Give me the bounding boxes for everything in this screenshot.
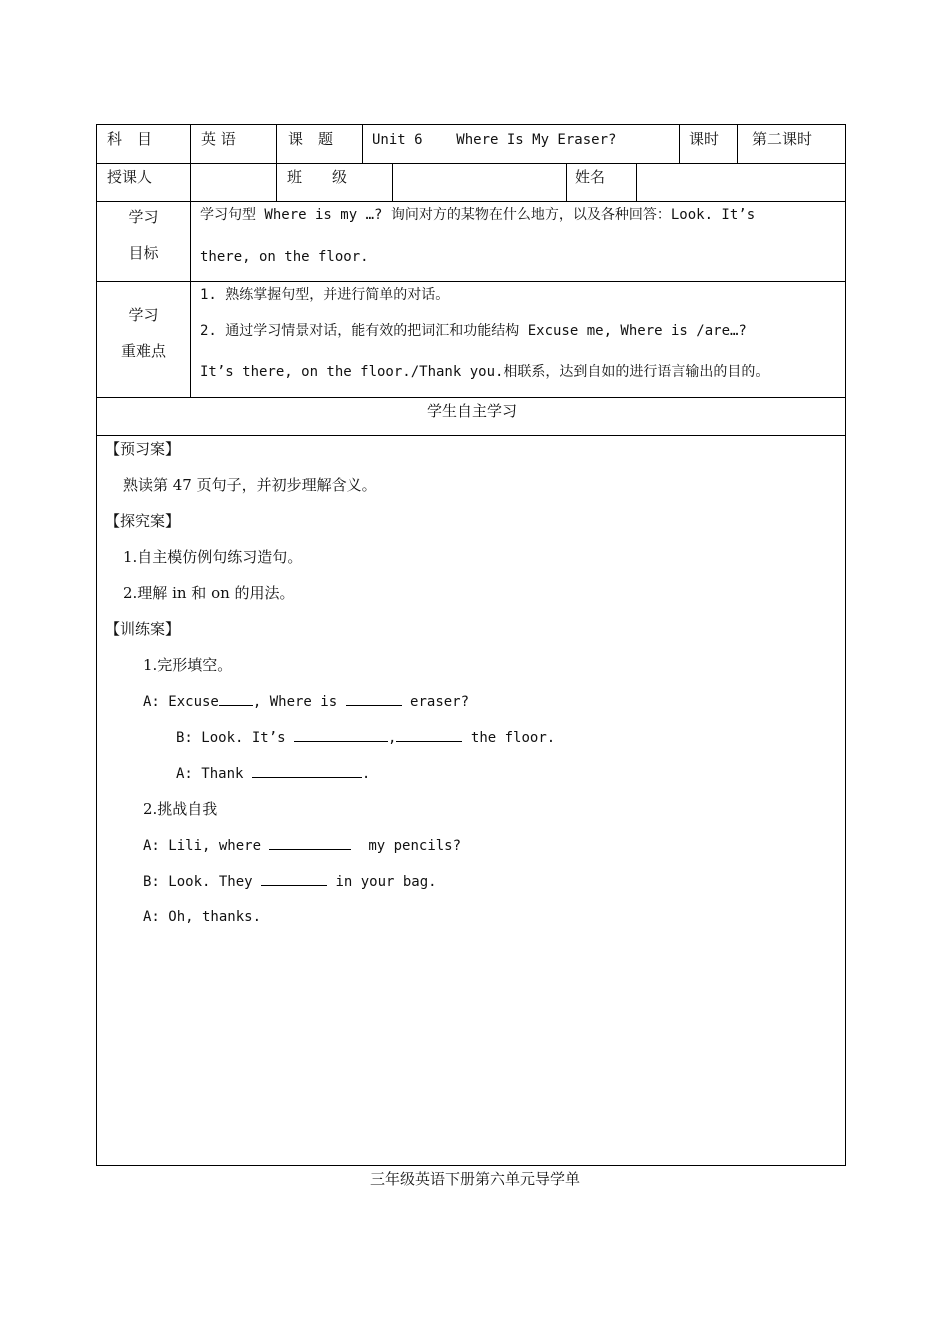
col-divider <box>566 163 567 201</box>
text: A: Excuse <box>143 694 219 710</box>
keypoints-label-2: 重难点 <box>120 342 166 360</box>
worksheet-table <box>96 124 846 1166</box>
answer-blank[interactable] <box>219 691 253 706</box>
class-label: 班 级 <box>287 168 348 186</box>
answer-blank[interactable] <box>396 727 462 742</box>
explore-item-2: 2.理解 in 和 on 的用法。 <box>123 584 295 602</box>
answer-blank[interactable] <box>261 871 327 886</box>
text: , Where is <box>252 694 338 710</box>
explore-heading: 【探究案】 <box>105 512 181 530</box>
exercise-1-title: 1.完形填空。 <box>143 656 233 674</box>
training-heading: 【训练案】 <box>105 620 181 638</box>
text: B: Look. It’s <box>176 730 286 746</box>
name-label: 姓名 <box>575 168 606 186</box>
col-divider <box>392 163 393 201</box>
answer-blank[interactable] <box>269 835 351 850</box>
exercise-2-line-b <box>143 871 437 892</box>
section-title: 学生自主学习 <box>426 402 517 420</box>
exercise-2-line-a2: A: Oh, thanks. <box>143 909 262 925</box>
col-divider <box>276 125 277 163</box>
row-divider <box>97 435 845 436</box>
text: A: Lili, where <box>143 838 262 854</box>
keypoints-line-2: 2. 通过学习情景对话，能有效的把词汇和功能结构 Excuse me, Where is /are…? <box>200 323 747 339</box>
text: the floor. <box>470 730 556 746</box>
text: B: Look. They <box>143 874 253 890</box>
row-divider <box>97 163 845 164</box>
topic-label: 课 题 <box>288 130 334 148</box>
row-divider <box>97 281 845 282</box>
exercise-1-line-a2 <box>176 763 370 784</box>
text: in your bag. <box>335 874 437 890</box>
exercise-2-title: 2.挑战自我 <box>143 800 218 818</box>
keypoints-label-1: 学习 <box>128 306 159 324</box>
goals-label-1: 学习 <box>128 208 159 226</box>
preview-heading: 【预习案】 <box>105 440 181 458</box>
answer-blank[interactable] <box>252 763 362 778</box>
keypoints-line-3: It’s there, on the floor./Thank you.相联系，达到自如的进行语言输出的目的。 <box>200 364 770 380</box>
keypoints-line-1: 1. 熟练掌握句型，并进行简单的对话。 <box>200 287 450 303</box>
col-divider <box>276 163 277 201</box>
topic-value: Unit 6 Where Is My Eraser? <box>372 132 617 148</box>
goals-label-2: 目标 <box>128 244 159 262</box>
text: A: Thank <box>176 766 244 782</box>
col-divider <box>190 125 191 163</box>
preview-item: 熟读第 47 页句子，并初步理解含义。 <box>123 476 377 494</box>
col-divider <box>190 163 191 201</box>
row-divider <box>97 201 845 202</box>
goals-line-1: 学习句型 Where is my …? 询问对方的某物在什么地方，以及各种回答：Look. It’s <box>200 207 756 223</box>
teacher-label: 授课人 <box>107 168 153 186</box>
goals-line-2: there, on the floor. <box>200 249 369 265</box>
text: my pencils? <box>368 838 462 854</box>
page-footer: 三年级英语下册第六单元导学单 <box>369 1170 580 1188</box>
exercise-1-line-a1 <box>143 691 469 712</box>
col-divider <box>679 125 680 163</box>
exercise-1-line-b <box>176 727 555 748</box>
period-label: 课时 <box>689 130 720 148</box>
col-divider <box>636 163 637 201</box>
exercise-2-line-a1 <box>143 835 461 856</box>
text: . <box>361 766 371 782</box>
text: , <box>388 730 397 746</box>
explore-item-1: 1.自主模仿例句练习造句。 <box>123 548 303 566</box>
row-divider <box>97 397 845 398</box>
col-divider <box>190 201 191 397</box>
subject-value: 英 语 <box>201 130 236 148</box>
subject-label: 科 目 <box>107 130 153 148</box>
answer-blank[interactable] <box>294 727 388 742</box>
period-value: 第二课时 <box>752 130 813 148</box>
col-divider <box>362 125 363 163</box>
col-divider <box>737 125 738 163</box>
text: eraser? <box>410 694 470 710</box>
answer-blank[interactable] <box>346 691 402 706</box>
